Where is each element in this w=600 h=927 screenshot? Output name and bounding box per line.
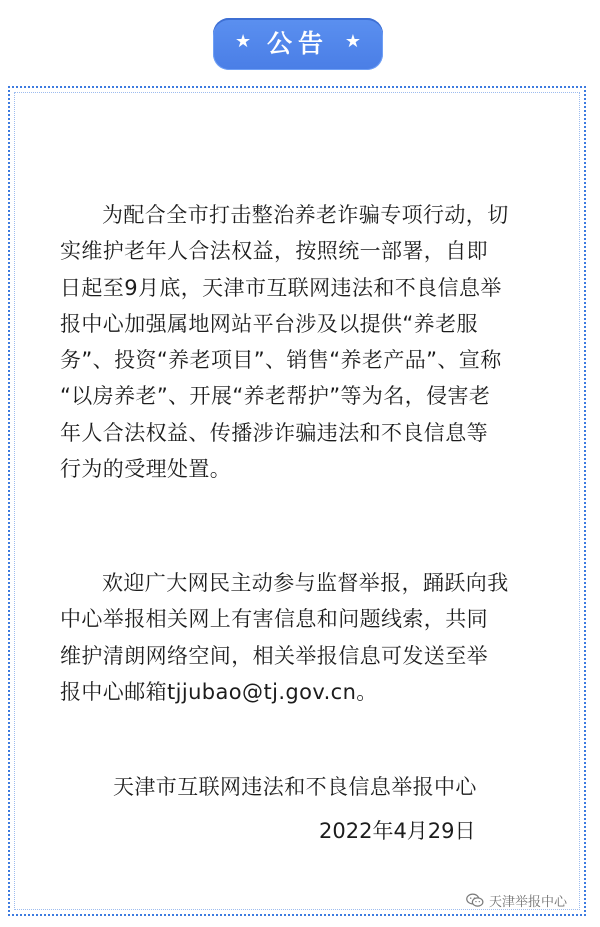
watermark-text: 天津举报中心 [489, 895, 568, 910]
star-icon: ★ [235, 31, 252, 52]
paragraph-line: 行为的受理处置。 [60, 457, 232, 482]
paragraph-line: “以房养老”、开展“养老帮护”等为名，侵害老 [60, 384, 491, 409]
announcement-paragraph-1 [60, 197, 550, 487]
paragraph-line: 报中心邮箱tjjubao@tj.gov.cn。 [60, 679, 378, 704]
announcement-paragraph-2 [60, 565, 550, 710]
paragraph-line: 报中心加强属地网站平台涉及以提供“养老服 [60, 311, 478, 336]
paragraph-line: 年人合法权益、传播涉诈骗违法和不良信息等 [60, 420, 488, 445]
wechat-watermark [466, 891, 567, 910]
star-icon: ★ [344, 31, 361, 52]
paragraph-line: 中心举报相关网上有害信息和问题线索，共同 [60, 607, 488, 632]
wechat-icon [466, 893, 484, 908]
announcement-title-badge [213, 18, 383, 70]
issuer-signature: 天津市互联网违法和不良信息举报中心 [113, 775, 477, 799]
paragraph-line: 维护清朗网络空间，相关举报信息可发送至举 [60, 643, 488, 668]
announcement-title: 公告 [266, 29, 329, 58]
paragraph-line: 为配合全市打击整治养老诈骗专项行动，切 [102, 203, 509, 227]
paragraph-line: 务”、投资“养老项目”、销售“养老产品”、宣称 [60, 348, 502, 373]
paragraph-line: 日起至9月底，天津市互联网违法和不良信息举 [60, 275, 502, 300]
issue-date: 2022年4月29日 [319, 819, 476, 843]
paragraph-line: 实维护老年人合法权益，按照统一部署，自即 [60, 239, 488, 264]
paragraph-line: 欢迎广大网民主动参与监督举报，踊跃向我 [102, 571, 509, 595]
